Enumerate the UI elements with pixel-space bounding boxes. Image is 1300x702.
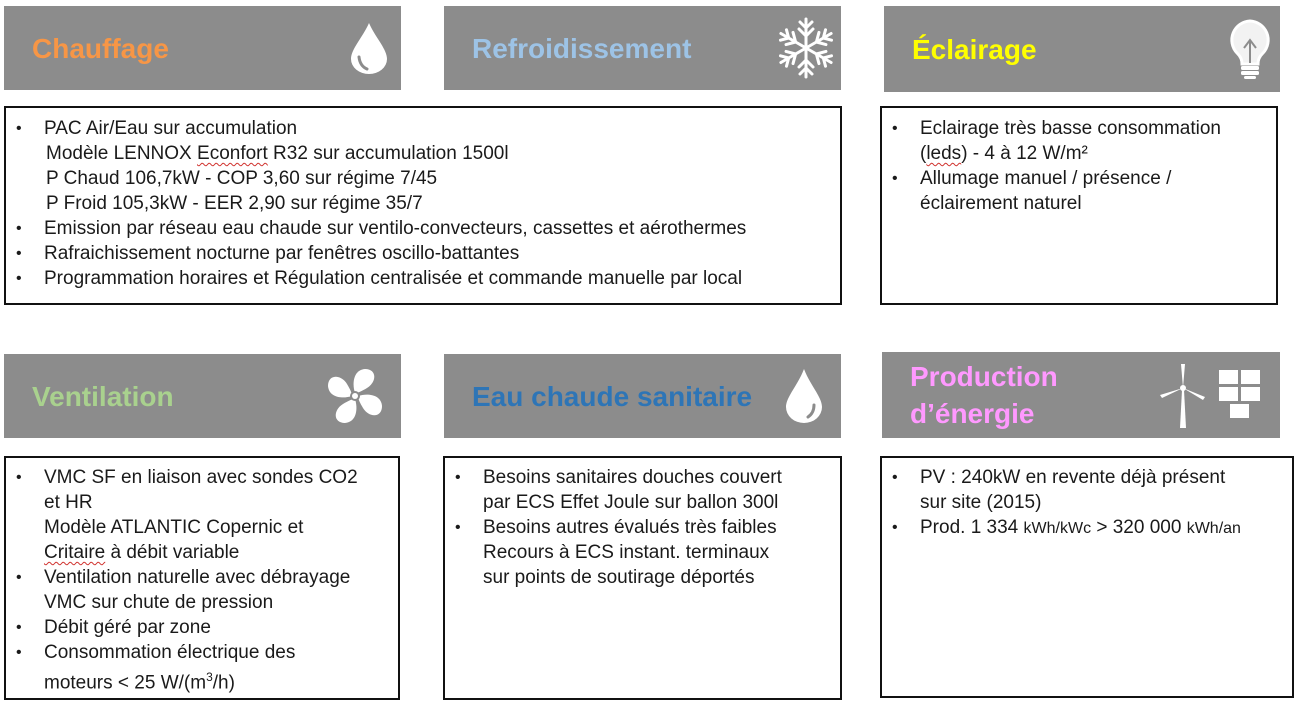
list-item-text: VMC sur chute de pression	[44, 592, 274, 613]
ventilation-header	[4, 354, 401, 438]
list-item	[16, 266, 840, 291]
unit-label: kWh/kWc	[1023, 520, 1092, 537]
chauffage-box	[4, 106, 842, 305]
refroidissement-title: Refroidissement	[472, 32, 692, 64]
list-item-text: • Ventilation naturelle avec débrayage	[44, 567, 351, 588]
list-item-text: • Besoins sanitaires douches couvert	[483, 467, 782, 488]
text-fragment: à débit variable	[105, 542, 240, 563]
list-item-text: • Besoins autres évalués très faibles	[483, 517, 777, 538]
snowflake-icon	[774, 6, 838, 90]
list-item	[16, 565, 398, 615]
production-box	[880, 456, 1294, 698]
ventilation-title: Ventilation	[32, 380, 174, 412]
list-item	[16, 640, 398, 695]
list-item-text	[920, 515, 1292, 541]
list-item-text: sur site (2015)	[920, 492, 1042, 513]
eclairage-header	[884, 6, 1280, 92]
list-item-text: sur points de soutirage déportés	[483, 567, 755, 588]
ventilation-list	[16, 465, 398, 695]
list-item-text: • Programmation horaires et Régulation centralisée et commande manuelle par local	[44, 268, 743, 289]
production-title	[910, 352, 1058, 438]
chauffage-header	[4, 6, 401, 90]
list-item	[16, 216, 840, 241]
ventilation-box	[4, 456, 400, 700]
list-item	[16, 615, 398, 640]
text-fragment: Prod. 1 334	[920, 517, 1024, 538]
list-item-text: • Rafraichissement nocturne par fenêtres oscillo-battantes	[44, 243, 520, 264]
list-item	[892, 515, 1292, 541]
list-item-text: éclairement naturel	[920, 193, 1082, 214]
lightbulb-icon	[1227, 6, 1273, 92]
eclairage-title: Éclairage	[912, 33, 1037, 65]
chauffage-title: Chauffage	[32, 32, 169, 64]
wind-turbine-icon	[1157, 352, 1209, 438]
text-fragment: Modèle LENNOX	[46, 143, 198, 164]
text-fragment: Critaire	[44, 542, 106, 563]
list-item	[892, 465, 1292, 515]
refroidissement-header	[444, 6, 841, 90]
list-item-text: • Eclairage très basse consommation	[920, 118, 1221, 139]
ecs-list	[455, 465, 840, 590]
text-fragment: Econfort	[197, 143, 268, 164]
text-fragment: > 320 000	[1091, 517, 1187, 538]
list-item-text: • PAC Air/Eau sur accumulation	[44, 118, 298, 139]
list-item-text: • VMC SF en liaison avec sondes CO2	[44, 467, 358, 488]
ecs-title: Eau chaude sanitaire	[472, 380, 753, 412]
eclairage-box	[880, 106, 1278, 305]
production-title-line1: Production	[910, 361, 1058, 392]
solar-panel-icon	[1217, 352, 1263, 438]
production-title-line2: d’énergie	[910, 398, 1035, 429]
list-item	[455, 515, 840, 590]
list-item-text: et HR	[44, 492, 93, 513]
production-list	[892, 465, 1292, 541]
water-drop-icon	[784, 354, 824, 438]
text-fragment: leds	[926, 143, 962, 164]
list-item	[892, 166, 1276, 216]
ecs-header	[444, 354, 841, 438]
unit-label: kWh/an	[1186, 520, 1241, 537]
list-item-text: par ECS Effet Joule sur ballon 300l	[483, 492, 779, 513]
list-item	[16, 465, 398, 565]
list-item-text	[920, 141, 1276, 166]
list-item	[455, 465, 840, 515]
ecs-box	[443, 456, 842, 700]
list-item	[892, 116, 1276, 166]
list-item-text: • Consommation électrique des	[44, 642, 296, 663]
list-item-subline: P Chaud 106,7kW - COP 3,60 sur régime 7/45	[46, 168, 438, 189]
production-header	[882, 352, 1280, 438]
list-item-text: • Débit géré par zone	[44, 617, 211, 638]
list-item-text: • Allumage manuel / présence /	[920, 168, 1172, 189]
superscript: 3	[206, 670, 213, 684]
list-item-text: • Emission par réseau eau chaude sur ventilo-convecteurs, cassettes et aérothermes	[44, 218, 747, 239]
list-item	[16, 116, 840, 216]
list-item-text: Modèle ATLANTIC Copernic et	[44, 517, 304, 538]
text-fragment: R32 sur accumulation 1500l	[267, 143, 509, 164]
list-item-text: • PV : 240kW en revente déjà présent	[920, 467, 1226, 488]
list-item-text: Recours à ECS instant. terminaux	[483, 542, 770, 563]
chauffage-list	[16, 116, 840, 291]
text-fragment: (	[920, 143, 927, 164]
eclairage-list	[892, 116, 1276, 216]
text-fragment: moteurs < 25 W/(m	[44, 672, 207, 694]
list-item-text	[44, 665, 398, 695]
list-item	[16, 241, 840, 266]
text-fragment: /h)	[212, 672, 235, 694]
list-item-subline	[44, 141, 840, 166]
water-drop-icon	[349, 6, 389, 90]
list-item-subline: P Froid 105,3kW - EER 2,90 sur régime 35/7	[46, 193, 423, 214]
fan-icon	[326, 354, 384, 438]
text-fragment: ) - 4 à 12 W/m²	[961, 143, 1088, 164]
list-item-text	[44, 540, 398, 565]
